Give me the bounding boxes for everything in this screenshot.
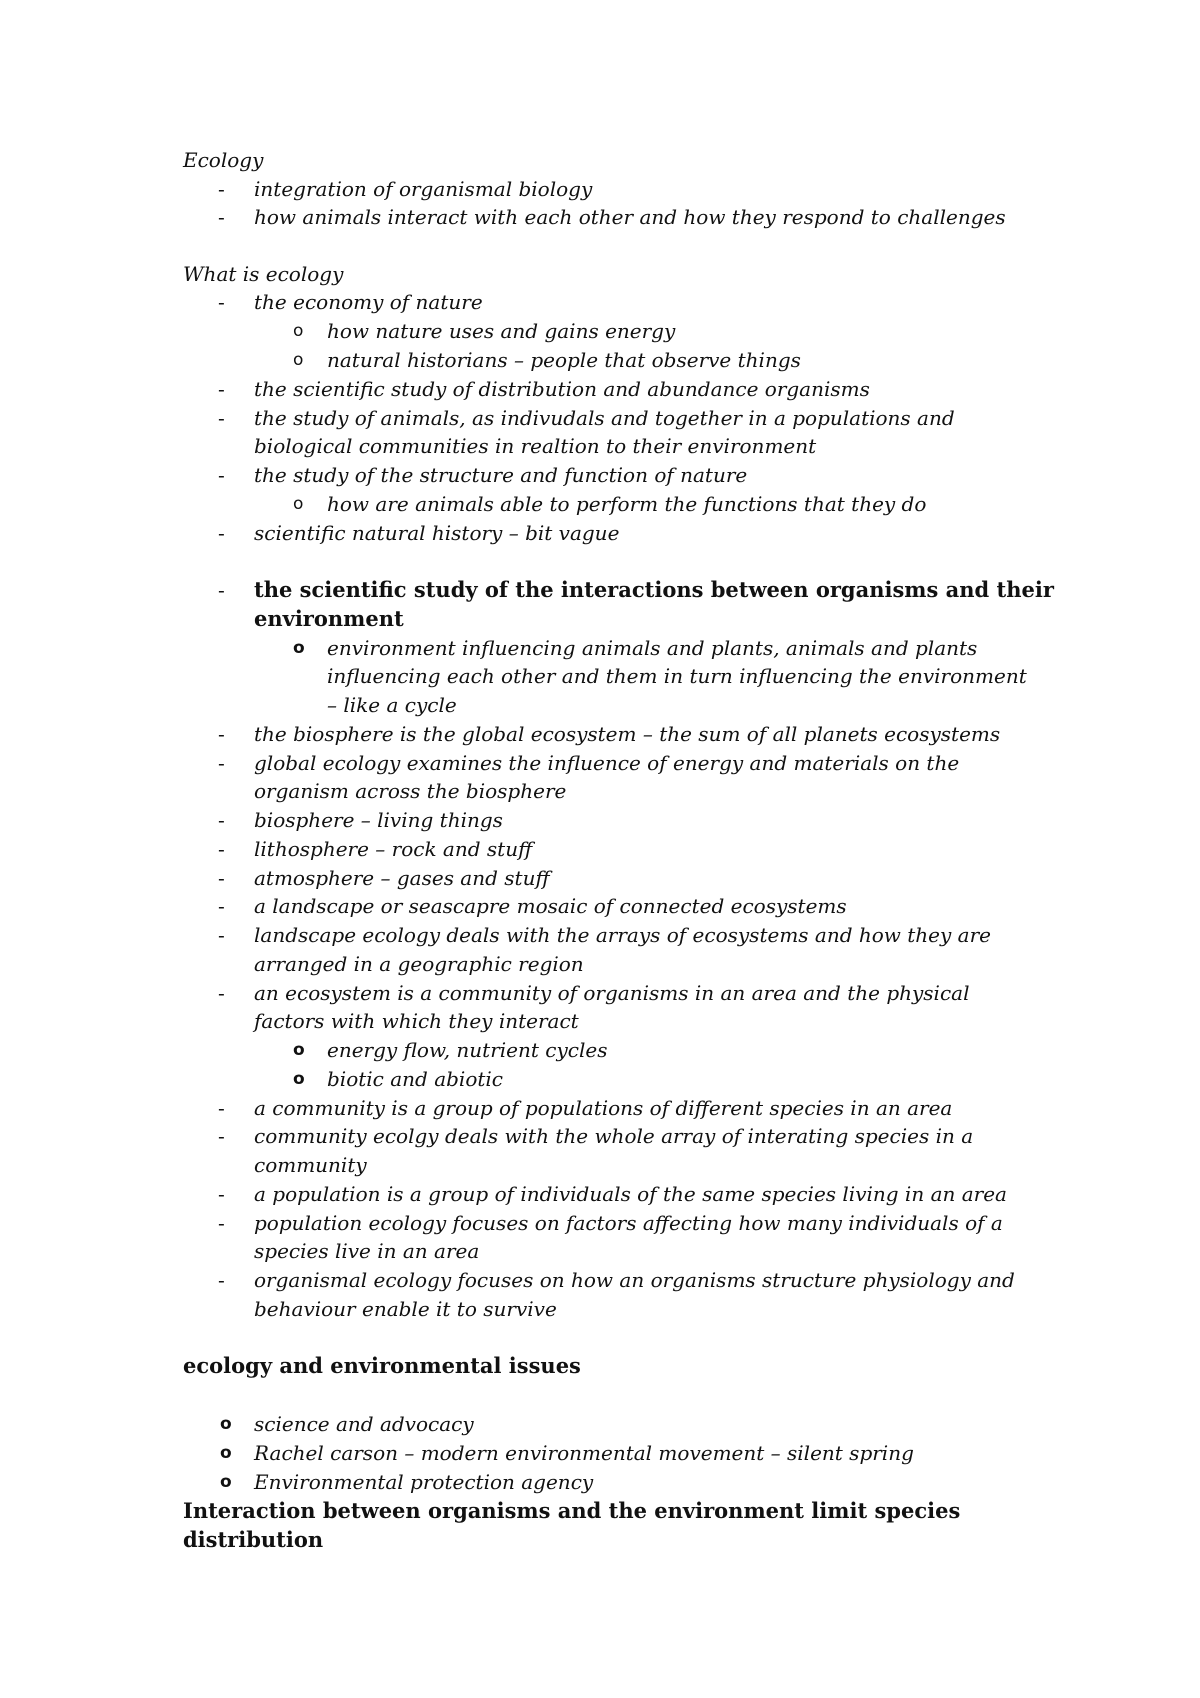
text-line: integration of organismal biology [254,177,593,201]
dash-bullet-icon: - [218,1182,225,1206]
dash-bullet-icon: - [218,866,225,890]
text-line: community ecolgy deals with the whole array of interating species in a [254,1124,974,1148]
bold-text-line: distribution [183,1527,324,1552]
text-line: a community is a group of populations of different species in an area [254,1096,953,1120]
text-line: – like a cycle [327,693,457,717]
text-line: community [254,1153,367,1177]
text-line: a population is a group of individuals of the same species living in an area [254,1182,1007,1206]
circle-bullet-icon: o [293,494,304,514]
text-line: how are animals able to perform the functions that they do [327,492,927,516]
dash-bullet-icon: - [218,923,225,947]
circle-bullet-icon: o [293,1069,305,1089]
text-line: population ecology focuses on factors affecting how many individuals of a [254,1211,1003,1235]
text-line: Ecology [183,148,264,172]
circle-bullet-icon: o [293,321,304,341]
dash-bullet-icon: - [218,177,225,201]
dash-bullet-icon: - [218,463,225,487]
text-line: the biosphere is the global ecosystem – the sum of all planets ecosystems [254,722,1001,746]
text-line: how nature uses and gains energy [327,319,676,343]
text-line: Rachel carson – modern environmental movement – silent spring [254,1441,914,1465]
text-line: the scientific study of distribution and abundance organisms [254,377,870,401]
dash-bullet-icon: - [218,1096,225,1120]
text-line: biotic and abiotic [327,1067,503,1091]
circle-bullet-icon: o [293,350,304,370]
text-line: Environmental protection agency [254,1470,594,1494]
dash-bullet-icon: - [218,521,225,545]
dash-bullet-icon: - [218,808,225,832]
dash-bullet-icon: - [218,578,225,602]
text-line: the economy of nature [254,290,483,314]
circle-bullet-icon: o [220,1414,232,1434]
text-line: organism across the biosphere [254,779,567,803]
dash-bullet-icon: - [218,1268,225,1292]
text-line: factors with which they interact [254,1009,579,1033]
dash-bullet-icon: - [218,205,225,229]
text-line: biological communities in realtion to their environment [254,434,817,458]
dash-bullet-icon: - [218,406,225,430]
text-line: What is ecology [183,262,344,286]
circle-bullet-icon: o [293,638,305,658]
bold-text-line: Interaction between organisms and the environment limit species [183,1498,961,1523]
circle-bullet-icon: o [220,1443,232,1463]
circle-bullet-icon: o [293,1040,305,1060]
text-line: atmosphere – gases and stuff [254,866,550,890]
bold-text-line: ecology and environmental issues [183,1353,581,1378]
bold-text-line: environment [254,606,404,631]
text-line: arranged in a geographic region [254,952,584,976]
text-line: a landscape or seascapre mosaic of connected ecosystems [254,894,847,918]
text-line: natural historians – people that observe things [327,348,801,372]
bold-text-line: the scientific study of the interactions between organisms and their [254,577,1054,602]
text-line: energy flow, nutrient cycles [327,1038,608,1062]
text-line: lithosphere – rock and stuff [254,837,533,861]
dash-bullet-icon: - [218,837,225,861]
text-line: landscape ecology deals with the arrays of ecosystems and how they are [254,923,991,947]
text-line: science and advocacy [254,1412,474,1436]
text-line: scientific natural history – bit vague [254,521,620,545]
text-line: the study of the structure and function of nature [254,463,748,487]
text-line: how animals interact with each other and how they respond to challenges [254,205,1006,229]
text-line: influencing each other and them in turn influencing the environment [327,664,1027,688]
dash-bullet-icon: - [218,1124,225,1148]
dash-bullet-icon: - [218,377,225,401]
circle-bullet-icon: o [220,1472,232,1492]
text-line: global ecology examines the influence of energy and materials on the [254,751,960,775]
text-line: organismal ecology focuses on how an organisms structure physiology and [254,1268,1015,1292]
dash-bullet-icon: - [218,894,225,918]
text-line: species live in an area [254,1239,480,1263]
dash-bullet-icon: - [218,751,225,775]
dash-bullet-icon: - [218,722,225,746]
dash-bullet-icon: - [218,981,225,1005]
text-line: the study of animals, as indivudals and together in a populations and [254,406,955,430]
text-line: an ecosystem is a community of organisms in an area and the physical [254,981,970,1005]
text-line: environment influencing animals and plants, animals and plants [327,636,978,660]
dash-bullet-icon: - [218,1211,225,1235]
text-line: behaviour enable it to survive [254,1297,557,1321]
text-line: biosphere – living things [254,808,503,832]
dash-bullet-icon: - [218,290,225,314]
